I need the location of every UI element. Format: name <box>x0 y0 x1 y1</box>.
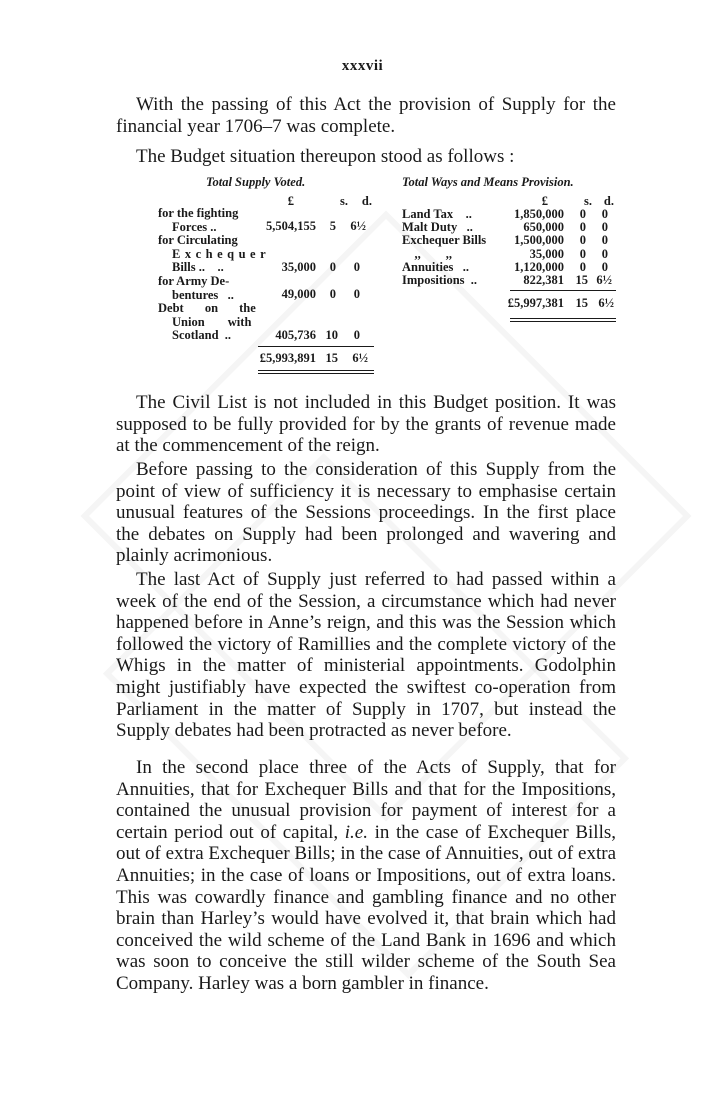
shillings-cell: 0 <box>579 233 586 247</box>
pence-cell: 0 <box>601 220 608 234</box>
paragraph: The Budget situation thereupon stood as follows : <box>136 146 515 167</box>
pounds-cell: 1,120,000 <box>514 260 564 274</box>
page-number: xxxvii <box>341 58 384 74</box>
shillings-cell: 15 <box>575 273 588 287</box>
shillings-cell: 5 <box>329 219 336 233</box>
pence-cell: 0 <box>601 233 608 247</box>
ways-and-means-table <box>402 176 622 336</box>
row-label: for Army De- <box>158 274 230 288</box>
pence-cell: 6½ <box>596 273 612 287</box>
table-row: Land Tax .. <box>402 207 472 221</box>
row-label: bentures .. <box>172 287 234 302</box>
total-shillings-cell: 15 <box>325 351 338 365</box>
total-pence-cell: 6½ <box>352 351 368 365</box>
pence-cell: 0 <box>353 287 360 301</box>
pounds-cell: 822,381 <box>523 273 564 287</box>
sum-rule <box>510 290 616 291</box>
pounds-cell: 1,850,000 <box>514 207 564 221</box>
pounds-cell: 35,000 <box>529 247 564 261</box>
pounds-cell: 1,500,000 <box>514 233 564 247</box>
total-double-rule <box>510 318 616 319</box>
paragraph: With the passing of this Act the provision of Supply for the financial year 1706–7 was complete. <box>116 94 616 137</box>
table-caption: Total Supply Voted. <box>206 175 306 189</box>
table-row: Annuities .. <box>402 260 470 274</box>
column-header: s. <box>584 194 592 208</box>
pence-cell: 0 <box>601 260 608 274</box>
pence-cell: 0 <box>353 260 360 274</box>
table-caption: Total Ways and Means Provision. <box>402 175 574 189</box>
paragraph: In the second place three of the Acts of Supply, that for Annuities, that for Exchequer Bills and that for the Impositions, contained the unusual provision for payment of interest for a certain period out of capital, i.e. in the case of Exchequer Bills, out of extra Exchequer Bills; in the case of Annuities, out of extra Annuities; in the case of loans or Impositions, out of extra loans. This was cowardly finance and gambling finance and no other brain than Harley’s would have evolved it, that brain which had conceived the wild scheme of the Land Bank in 1696 and which was soon to conceive the still wilder scheme of the South Sea Company. Harley was a born gambler in finance. <box>116 757 617 994</box>
shillings-cell: 0 <box>579 207 586 221</box>
total-pounds-cell: £5,997,381 <box>507 296 564 310</box>
table-row: ,, ,, <box>402 247 452 261</box>
shillings-cell: 10 <box>325 328 338 342</box>
shillings-cell: 0 <box>579 220 586 234</box>
paragraph: The last Act of Supply just referred to had passed within a week of the end of the Session, a circumstance which had never happened before in Anne’s reign, and this was the Session which followed the victory of Ramillies and the complete victory of the Whigs in the matter of ministerial appointments. Godolphin might justifiably have expected the swiftest co-operation from Parliament in the matter of Supply in 1707, but instead the Supply debates had been protracted as never before. <box>116 569 616 742</box>
shillings-cell: 0 <box>579 247 586 261</box>
row-label: Scotland .. <box>172 328 232 342</box>
table-row: Malt Duty .. <box>402 220 473 234</box>
column-header: s. <box>340 194 348 208</box>
table-row <box>158 275 234 302</box>
total-shillings-cell: 15 <box>575 296 588 310</box>
column-header: d. <box>361 194 372 208</box>
table-row: Impositions .. <box>402 273 478 287</box>
pounds-cell: 35,000 <box>281 260 316 274</box>
table-row <box>158 207 238 234</box>
row-label: Union with <box>172 314 252 329</box>
column-header: £ <box>287 194 294 208</box>
column-header: d. <box>603 194 614 208</box>
row-label: Bills .. .. <box>172 260 224 274</box>
supply-table <box>158 176 378 381</box>
column-header: £ <box>541 194 548 208</box>
pounds-cell: 49,000 <box>281 287 316 301</box>
row-label: Debt on the <box>158 301 256 315</box>
pounds-cell: 5,504,155 <box>266 219 316 233</box>
pence-cell: 0 <box>601 207 608 221</box>
pence-cell: 0 <box>601 247 608 261</box>
pence-cell: 6½ <box>350 219 366 233</box>
shillings-cell: 0 <box>579 260 586 274</box>
row-label: for Circulating <box>158 233 238 247</box>
paragraph: Before passing to the consideration of this Supply from the point of view of sufficiency it is necessary to emphasise certain unusual features of the Sessions proceedings. In the first place the debates on Supply had been prolonged and wavering and plainly acrimonious. <box>116 459 616 567</box>
italic-abbreviation: i.e. <box>344 821 368 843</box>
pounds-cell: 650,000 <box>523 220 564 234</box>
sum-rule <box>258 346 374 347</box>
total-double-rule <box>510 321 616 322</box>
total-double-rule <box>258 370 374 371</box>
total-pence-cell: 6½ <box>598 296 614 310</box>
total-pounds-cell: £5,993,891 <box>259 351 316 365</box>
shillings-cell: 0 <box>329 287 336 301</box>
table-row: Exchequer Bills <box>402 233 487 247</box>
pounds-cell: 405,736 <box>275 328 316 342</box>
row-label: Exchequer <box>172 246 271 261</box>
row-label: Forces .. <box>172 219 217 234</box>
paragraph: The Civil List is not included in this Budget position. It was supposed to be fully provided for by the grants of revenue made at the commencement of the reign. <box>116 392 616 457</box>
total-double-rule <box>258 373 374 374</box>
pence-cell: 0 <box>353 328 360 342</box>
shillings-cell: 0 <box>329 260 336 274</box>
row-label: for the fighting <box>158 206 239 220</box>
